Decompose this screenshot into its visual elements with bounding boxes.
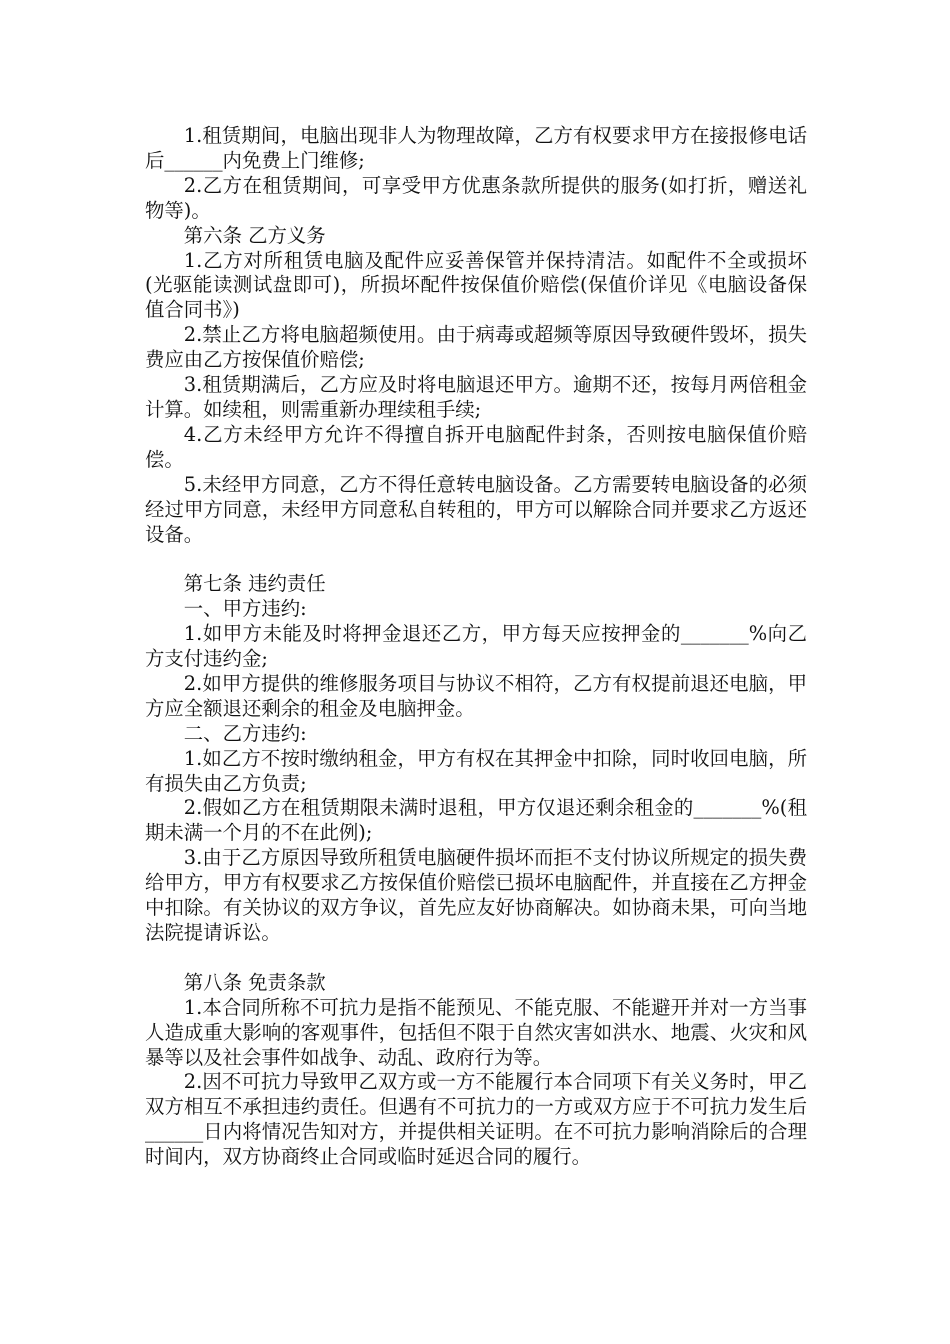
section-spacer — [145, 547, 807, 572]
contract-page — [145, 124, 807, 1170]
section-spacer — [145, 946, 807, 971]
article-7-title: 第七条 违约责任 — [183, 572, 326, 596]
clause-6-item-3: 3.租赁期满后，乙方应及时将电脑退还甲方。逾期不还，按每月两倍租金计算。如续租，则需重新办理续租手续; — [145, 373, 807, 421]
clause-8-item-1: 1.本合同所称不可抗力是指不能预见、不能克服、不能避开并对一方当事人造成重大影响的客观事件，包括但不限于自然灾害如洪水、地震、火灾和风暴等以及社会事件如战争、动乱、政府行为等。 — [145, 995, 807, 1069]
clause-8-item-2: 2.因不可抗力导致甲乙双方或一方不能履行本合同项下有关义务时，甲乙双方相互不承担违约责任。但遇有不可抗力的一方或双方应于不可抗力发生后______日内将情况告知对方，并提供相关证明。在不可抗力影响消除后的合理时间内，双方协商终止合同或临时延迟合同的履行。 — [145, 1070, 807, 1169]
clause-5-item-1: 1.租赁期间，电脑出现非人为物理故障，乙方有权要求甲方在接报修电话后______内免费上门维修; — [145, 124, 807, 172]
clause-6-item-5: 5.未经甲方同意，乙方不得任意转电脑设备。乙方需要转电脑设备的必须经过甲方同意，未经甲方同意私自转租的，甲方可以解除合同并要求乙方返还设备。 — [145, 472, 807, 546]
clause-7a-item-1: 1.如甲方未能及时将押金退还乙方，甲方每天应按押金的_______%向乙方支付违约金; — [145, 622, 807, 671]
clause-7b-item-2: 2.假如乙方在租赁期限未满时退租，甲方仅退还剩余租金的_______%(租期未满一个月的不在此例); — [145, 796, 807, 845]
clause-6-item-2: 2.禁止乙方将电脑超频使用。由于病毒或超频等原因导致硬件毁坏，损失费应由乙方按保值价赔偿; — [145, 323, 807, 372]
article-6-title: 第六条 乙方义务 — [183, 223, 326, 247]
clause-5-item-2: 2.乙方在租赁期间，可享受甲方优惠条款所提供的服务(如打折，赠送礼物等)。 — [145, 173, 807, 222]
clause-7b-item-1: 1.如乙方不按时缴纳租金，甲方有权在其押金中扣除，同时收回电脑，所有损失由乙方负责; — [145, 746, 807, 795]
clause-7b-item-3: 3.由于乙方原因导致所租赁电脑硬件损坏而拒不支付协议所规定的损失费给甲方，甲方有权要求乙方按保值价赔偿已损坏电脑配件，并直接在乙方押金中扣除。有关协议的双方争议，首先应友好协商解决。如协商未果，可向当地法院提请诉讼。 — [145, 846, 807, 944]
clause-6-item-1: 1.乙方对所租赁电脑及配件应妥善保管并保持清洁。如配件不全或损坏(光驱能读测试盘即可)，所损坏配件按保值价赔偿(保值价详见《电脑设备保值合同书》) — [145, 248, 807, 322]
article-8-title: 第八条 免责条款 — [183, 970, 326, 994]
clause-7a-item-2: 2.如甲方提供的维修服务项目与协议不相符，乙方有权提前退还电脑，甲方应全额退还剩余的租金及电脑押金。 — [145, 671, 807, 720]
article-7-party-b-title: 二、乙方违约: — [183, 721, 307, 745]
clause-6-item-4: 4.乙方未经甲方允许不得擅自拆开电脑配件封条，否则按电脑保值价赔偿。 — [145, 422, 807, 471]
article-7-party-a-title: 一、甲方违约: — [183, 597, 307, 621]
